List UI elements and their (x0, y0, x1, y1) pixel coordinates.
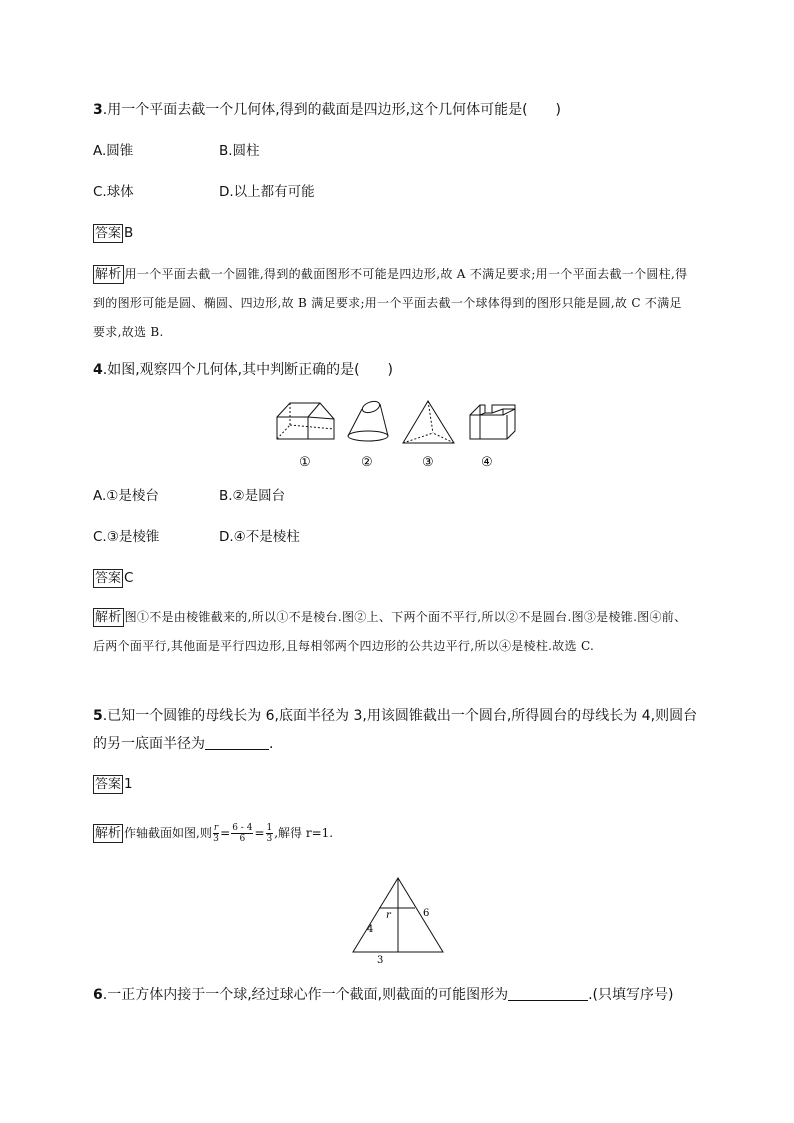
q6-number: 6 (93, 987, 103, 1003)
figure-2-label: ② (361, 455, 373, 470)
answer-tag: 答案 (95, 571, 122, 586)
q4-stem (93, 360, 393, 380)
q5-text-line2: 的另一底面半径为 (93, 736, 205, 752)
figure-2-solid (348, 399, 388, 441)
answer-tag: 答案 (95, 226, 122, 241)
q3-number: 3 (93, 102, 103, 118)
q6-stem (93, 985, 673, 1005)
frac-numerator: 6 - 4 (232, 823, 253, 833)
q6-text: .一正方体内接于一个球,经过球心作一个截面,则截面的可能图形为 (102, 987, 509, 1003)
equals-sign: = (254, 826, 265, 840)
q5-fraction-2-over-6 (231, 823, 253, 844)
q4-option-d: D.④不是棱柱 (219, 529, 300, 545)
q3-explanation-text: 用一个平面去截一个圆锥,得到的截面图形不可能是四边形,故 A 不满足要求;用一个平面去截一个圆柱,得到的图形可能是圆、椭圆、四边形,故 B 满足要求;用一个平面去截一个球体得到的图形只能是圆,故 C 不满足要求,故选 B. (93, 267, 688, 339)
label-4: 4 (367, 924, 374, 935)
q3-text: .用一个平面去截一个几何体,得到的截面是四边形,这个几何体可能是( ) (102, 102, 562, 118)
q5-stem-line1 (93, 706, 697, 726)
q5-explanation-post: ,解得 r=1. (274, 826, 334, 840)
figure-1-solid (277, 403, 334, 439)
label-6: 6 (423, 908, 430, 919)
q5-axial-section-figure (345, 872, 455, 967)
q3-answer-value: B (124, 225, 134, 241)
q5-text-end: . (269, 736, 274, 752)
q5-answer-value: 1 (124, 776, 133, 792)
frac-numerator: r (213, 823, 219, 833)
equals-sign: = (220, 826, 231, 840)
frac-denominator: 3 (213, 834, 219, 844)
q3-option-b: B.圆柱 (219, 143, 260, 159)
answer-tag: 答案 (95, 777, 122, 792)
q5-answer (93, 774, 133, 794)
figure-4-label: ④ (481, 455, 493, 470)
q3-option-d: D.以上都有可能 (219, 184, 315, 200)
q4-number: 4 (93, 362, 103, 378)
q3-stem (93, 100, 561, 120)
q5-text-line1: .已知一个圆锥的母线长为 6,底面半径为 3,用该圆锥截出一个圆台,所得圆台的母线长为 4,则圆台 (102, 708, 698, 724)
explain-tag: 解析 (95, 826, 122, 841)
q4-option-b: B.②是圆台 (219, 488, 286, 504)
label-r: r (386, 910, 391, 921)
figure-1-label: ① (299, 455, 311, 470)
q5-explanation (93, 818, 333, 848)
q4-explanation-text: 图①不是由棱锥截来的,所以①不是棱台.图②上、下两个面不平行,所以②不是圆台.图③是棱锥.图④前、后两个面平行,其他面是平行四边形,且每相邻两个四边形的公共边平行,所以④是棱柱.故选 C. (93, 610, 687, 653)
q3-option-a: A.圆锥 (93, 143, 134, 159)
explain-tag: 解析 (95, 267, 122, 282)
q6-text-end: .(只填写序号) (588, 987, 674, 1003)
q3-explanation (93, 260, 693, 347)
frac-denominator: 3 (266, 834, 273, 844)
q4-explanation (93, 603, 693, 661)
q5-explanation-pre: 作轴截面如图,则 (124, 826, 212, 840)
q4-answer (93, 568, 133, 588)
q6-answer-blank (508, 986, 588, 1001)
q4-text: .如图,观察四个几何体,其中判断正确的是( ) (102, 362, 394, 378)
q4-figures (270, 395, 530, 475)
frac-denominator: 6 (239, 834, 246, 844)
explain-tag: 解析 (95, 610, 122, 625)
q5-stem-line2 (93, 734, 273, 754)
frac-numerator: 1 (266, 823, 273, 833)
q5-fraction-r-over-3 (213, 823, 219, 844)
figure-3-solid (403, 401, 454, 443)
label-3: 3 (377, 955, 384, 966)
q3-option-c: C.球体 (93, 184, 134, 200)
q4-option-c: C.③是棱锥 (93, 529, 160, 545)
q4-option-a: A.①是棱台 (93, 488, 159, 504)
q3-answer (93, 223, 133, 243)
q5-number: 5 (93, 708, 103, 724)
q5-answer-blank (205, 735, 269, 750)
figure-3-label: ③ (422, 455, 434, 470)
q4-answer-value: C (124, 570, 134, 586)
q5-fraction-1-over-3 (266, 823, 274, 844)
figure-4-solid (470, 405, 515, 439)
